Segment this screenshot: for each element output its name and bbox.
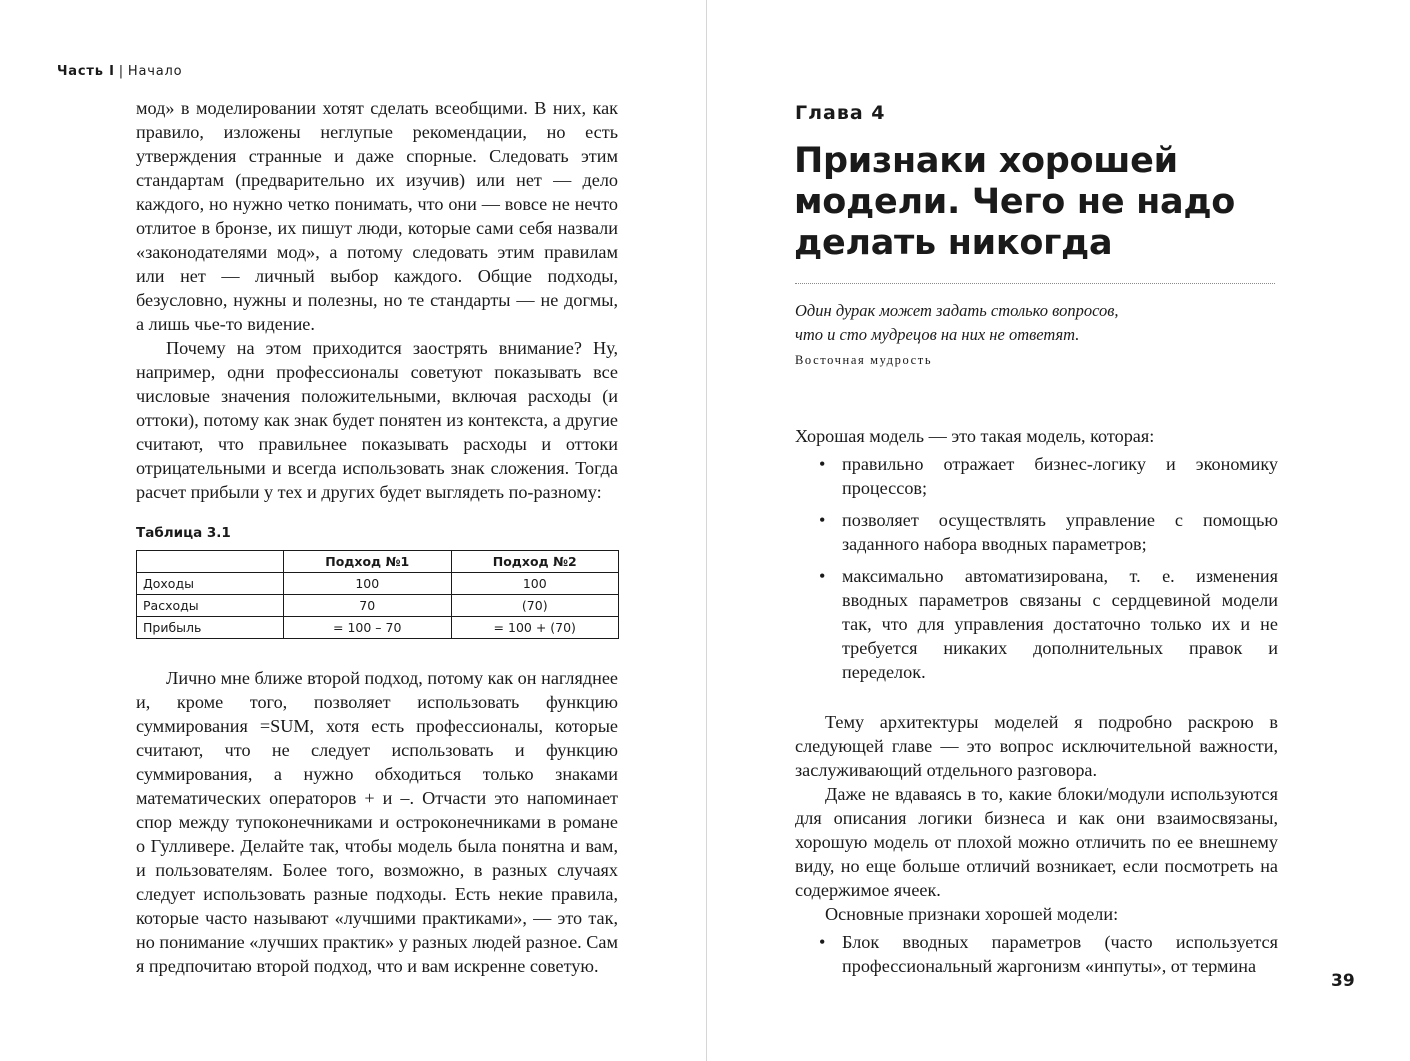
paragraph: мод» в моделировании хотят сделать всеобщими. В них, как правило, изложены неглупые рекомендации, но есть утверждения странные и даже спорные. Следовать этим стандартам (предварительно их изучив) или нет — дело каждого, но нужно четко понимать, что они — вовсе не нечто отлитое в бронзе, их пишут люди, которые сами себя назвали «законодателями мод», а потому следовать этим правилам или нет — личный выбор каждого. Общие подходы, безусловно, нужны и полезны, но те стандарты — не догмы, а лишь чье-то видение.: [136, 98, 618, 334]
epigraph-source: Восточная мудрость: [795, 353, 933, 367]
paragraph: Почему на этом приходится заострять внимание? Ну, например, одни профессионалы советуют показывать все числовые значения положительными, включая расходы (и оттоки), потому как знак будет понятен из контекста, а другие считают, что правильнее показывать расходы и оттоки отрицательными и всегда использовать знак сложения. Тогда расчет прибыли у тех и других будет выглядеть по-разному:: [136, 338, 618, 502]
bullet-list: [795, 452, 1278, 684]
list-item-text: Блок вводных параметров (часто используется профессиональный жаргонизм «инпуты», от термина: [842, 932, 1278, 976]
dotted-divider: [795, 283, 1275, 284]
chapter-label: Глава 4: [795, 102, 886, 124]
table-cell: = 100 + (70): [451, 617, 619, 639]
list-item: [795, 452, 1278, 500]
table-cell: Прибыль: [137, 617, 284, 639]
table-header-cell: Подход №1: [284, 551, 452, 573]
left-top-text: [136, 96, 618, 504]
right-body-text: [795, 424, 1278, 986]
table-header-cell: [137, 551, 284, 573]
table-row: [137, 617, 619, 639]
table-row: [137, 595, 619, 617]
bullet-icon: •: [819, 510, 826, 530]
paragraph: Даже не вдаваясь в то, какие блоки/модули используются для описания логики бизнеса и как они взаимосвязаны, хорошую модель от плохой можно отличить по ее внешнему виду, но еще больше отличий возникает, если посмотреть на содержимое ячеек.: [795, 784, 1278, 900]
table-cell: = 100 – 70: [284, 617, 452, 639]
epigraph-line: что и сто мудрецов на них не ответят.: [795, 325, 1080, 344]
bullet-icon: •: [819, 932, 826, 952]
intro-paragraph: Хорошая модель — это такая модель, которая:: [795, 426, 1155, 446]
table-cell: 100: [284, 573, 452, 595]
running-head-title: Начало: [127, 64, 183, 79]
table-cell: 100: [451, 573, 619, 595]
epigraph-line: Один дурак может задать столько вопросов,: [795, 301, 1119, 320]
table-row: [137, 573, 619, 595]
list-item-text: правильно отражает бизнес-логику и экономику процессов;: [842, 454, 1278, 498]
bullet-icon: •: [819, 566, 826, 586]
table-cell: 70: [284, 595, 452, 617]
list-item-text: максимально автоматизирована, т. е. изменения вводных параметров связаны с сердцевиной модели так, что для управления достаточно только их и не требуется никаких дополнительных правок и переделок.: [842, 566, 1278, 682]
list-item: [795, 508, 1278, 556]
running-head-part: Часть I: [57, 64, 115, 79]
table-cell: (70): [451, 595, 619, 617]
list-item: [795, 930, 1278, 978]
bullet-icon: •: [819, 454, 826, 474]
chapter-title: Признаки хорошей модели. Чего не надо делать никогда: [794, 141, 1236, 263]
right-page: [707, 0, 1410, 1061]
table-cell: Доходы: [137, 573, 284, 595]
bullet-list: [795, 930, 1278, 978]
data-table: [136, 550, 619, 639]
paragraph: Тему архитектуры моделей я подробно раскрою в следующей главе — это вопрос исключительной важности, заслуживающий отдельного разговора.: [795, 712, 1278, 780]
left-bottom-text: [136, 666, 618, 978]
list-item-text: позволяет осуществлять управление с помощью заданного набора вводных параметров;: [842, 510, 1278, 554]
paragraph: Лично мне ближе второй подход, потому как он нагляднее и, кроме того, позволяет использовать функцию суммирования =SUM, хотя есть профессионалы, которые считают, что не следует использовать и функцию суммирования, а нужно обходиться только знаками математических операторов + и –. Отчасти это напоминает спор между тупоконечниками и остроконечниками в романе о Гулливере. Делайте так, чтобы модель была понятна и вам, и пользователям. Более того, возможно, в разных случаях следует использовать разные подходы. Есть некие правила, которые часто называют «лучшими практиками», — это так, но понимание «лучших практик» у разных людей разное. Сам я предпочитаю второй подход, что и вам искренне советую.: [136, 668, 618, 976]
table-header-cell: Подход №2: [451, 551, 619, 573]
table-header-row: [137, 551, 619, 573]
page-number: 39: [1331, 971, 1355, 991]
list-item: [795, 564, 1278, 684]
epigraph: [795, 299, 1265, 347]
paragraph: Основные признаки хорошей модели:: [825, 904, 1119, 924]
table-caption: Таблица 3.1: [136, 525, 231, 541]
table-cell: Расходы: [137, 595, 284, 617]
running-head: Часть I | Начало: [57, 64, 183, 79]
